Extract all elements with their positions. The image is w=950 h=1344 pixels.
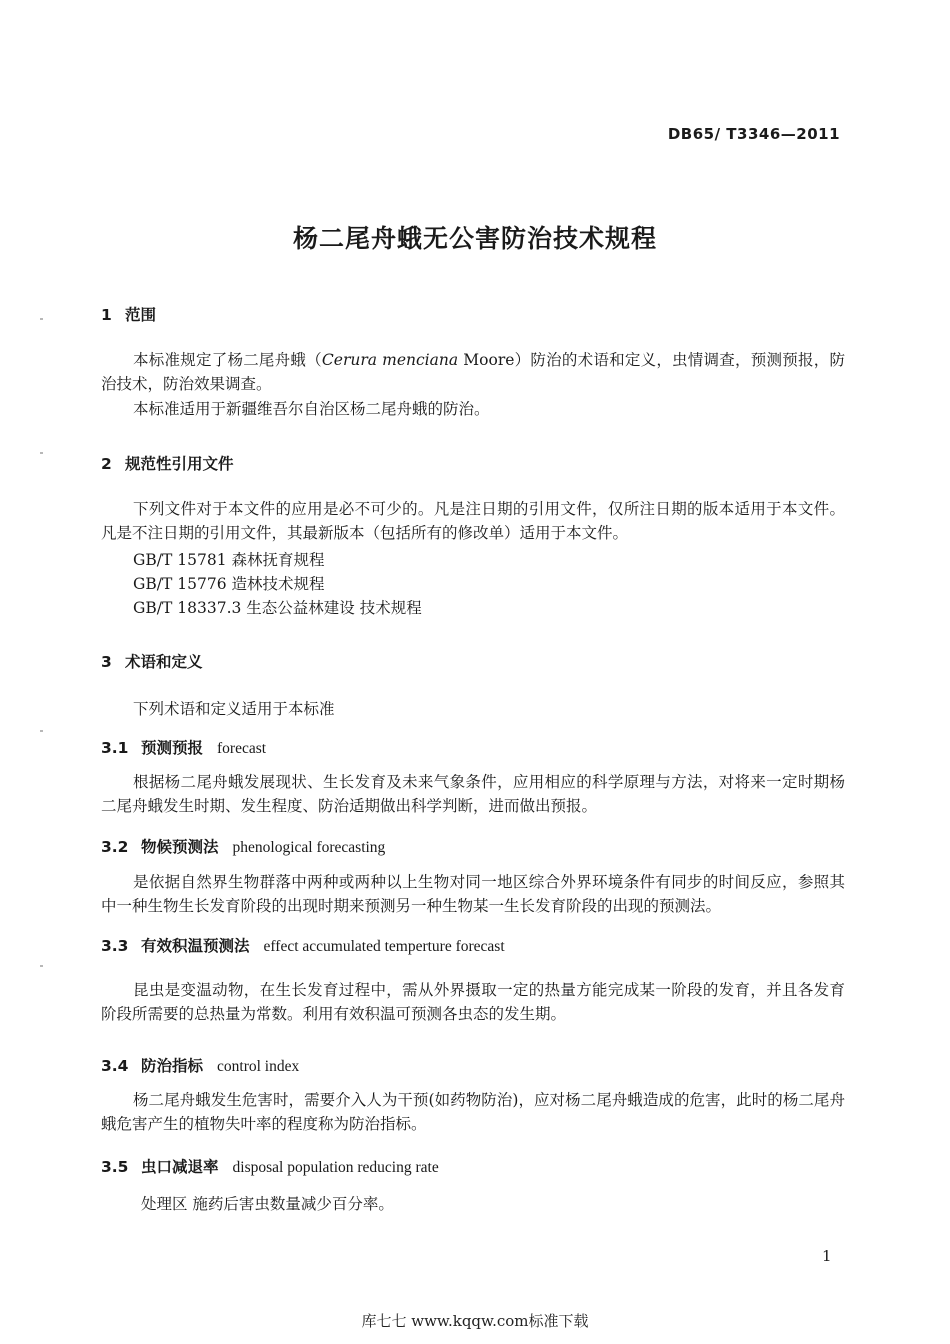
- term-definition-3-4: 杨二尾舟蛾发生危害时，需要介入人为干预(如药物防治)，应对杨二尾舟蛾造成的危害，此时的杨二尾舟蛾危害产生的植物失叶率的程度称为防治指标。: [101, 1091, 845, 1133]
- section-number: 1: [101, 306, 112, 324]
- term-heading-3-1: 3.1 预测预报 forecast: [101, 739, 267, 757]
- term-heading-3-2: 3.2 物候预测法 phenological forecasting: [101, 838, 386, 856]
- term-heading-3-5: 3.5 虫口减退率 disposal population reducing rate: [101, 1158, 439, 1176]
- scan-speck: [40, 730, 43, 732]
- section-title: 范围: [125, 306, 157, 324]
- section-1-paragraph-1: 本标准规定了杨二尾舟蛾（Cerura menciana Moore）防治的术语和定义，虫情调查，预测预报，防治技术，防治效果调查。: [101, 351, 845, 393]
- scan-speck: [40, 452, 43, 454]
- term-heading-3-3: 3.3 有效积温预测法 effect accumulated temperture forecast: [101, 937, 505, 955]
- section-3-intro: 下列术语和定义适用于本标准: [133, 700, 335, 718]
- section-3-heading: [101, 650, 203, 672]
- standard-code: DB65/ T3346—2011: [667, 125, 840, 143]
- document-title: 杨二尾舟蛾无公害防治技术规程: [292, 224, 657, 253]
- reference-item: GB/T 18337.3 生态公益林建设 技术规程: [133, 599, 422, 617]
- reference-item: GB/T 15781 森林抚育规程: [133, 551, 325, 569]
- term-definition-3-2: 是依据自然界生物群落中两种或两种以上生物对同一地区综合外界环境条件有同步的时间反应，参照其中一种生物生长发育阶段的出现时期来预测另一种生物某一生长发育阶段的出现的预测法。: [101, 873, 845, 915]
- term-definition-3-1: 根据杨二尾舟蛾发展现状、生长发育及未来气象条件，应用相应的科学原理与方法，对将来一定时期杨二尾舟蛾发生时期、发生程度、防治适期做出科学判断，进而做出预报。: [101, 773, 845, 815]
- section-number: 2: [101, 455, 112, 473]
- scan-speck: [40, 965, 43, 967]
- page-number: 1: [822, 1247, 832, 1265]
- term-definition-3-3: 昆虫是变温动物，在生长发育过程中，需从外界摄取一定的热量方能完成某一阶段的发育，并且各发育阶段所需要的总热量为常数。利用有效积温可预测各虫态的发生期。: [101, 981, 845, 1023]
- term-definition-3-5: 处理区 施药后害虫数量减少百分率。: [141, 1195, 394, 1213]
- section-1-heading: [101, 303, 156, 325]
- section-2-heading: [101, 452, 234, 474]
- reference-item: GB/T 15776 造林技术规程: [133, 575, 325, 593]
- footer-watermark: 库七七 www.kqqw.com标准下载: [361, 1312, 589, 1330]
- latin-species-name: Cerura menciana: [321, 351, 459, 369]
- scan-speck: [40, 318, 43, 320]
- section-number: 3: [101, 653, 112, 671]
- section-title: 术语和定义: [125, 653, 203, 671]
- section-1-paragraph-2: 本标准适用于新疆维吾尔自治区杨二尾舟蛾的防治。: [133, 400, 490, 418]
- section-2-paragraph: 下列文件对于本文件的应用是必不可少的。凡是注日期的引用文件，仅所注日期的版本适用于本文件。凡是不注日期的引用文件，其最新版本（包括所有的修改单）适用于本文件。: [101, 500, 845, 542]
- section-title: 规范性引用文件: [125, 455, 234, 473]
- term-heading-3-4: 3.4 防治指标 control index: [101, 1057, 300, 1075]
